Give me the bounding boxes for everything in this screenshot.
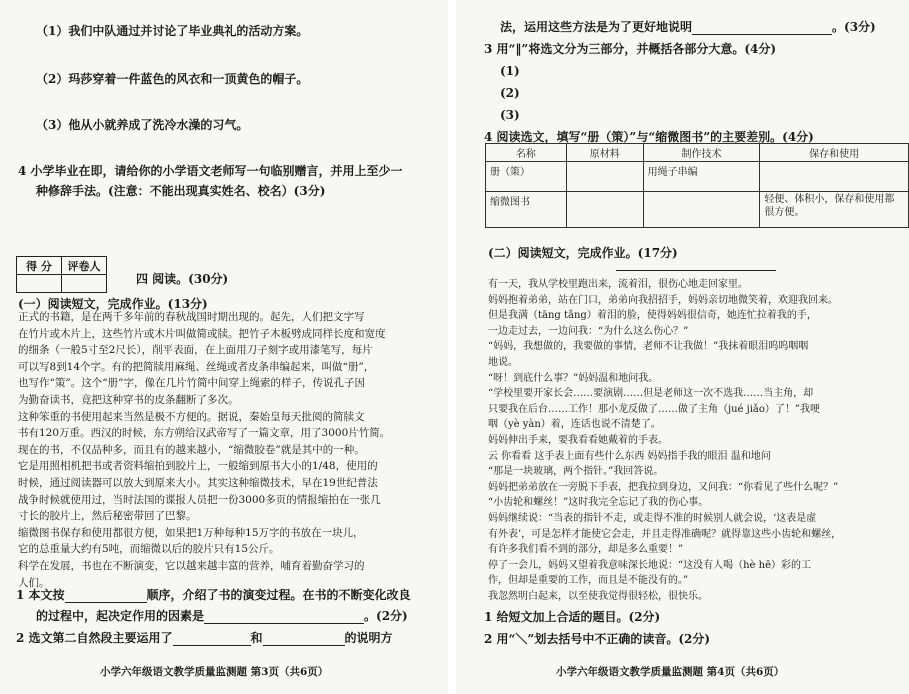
- story-line: 妈妈伸出手来，要我看看她戴着的手表。: [488, 434, 668, 446]
- passage-line: 为勤奋读书，竟把这种穿书的皮条翻断了多次。: [18, 393, 239, 406]
- table-header-usage: 保存和使用: [760, 144, 909, 162]
- passage-line: 现在的书，不仅品种多，而且有的越来越小，“缩微胶卷”就是其中的一种。: [18, 443, 365, 456]
- passage-line: 人们。: [18, 576, 50, 589]
- passage-line: 它是用照相机把书或者资料缩拍到胶片上，一般缩到原书大小的1/48，使用的: [18, 460, 378, 473]
- difference-table: [485, 143, 909, 228]
- passage-line: 的细条（一般5寸至2尺长），削平表面，在上面用刀子刻字或用漆笔写，每片: [18, 344, 373, 357]
- passage-line: 书有120万重。西汉的时候，东方朔给汉武帝写了一篇文章，用了3000片竹简。: [18, 427, 391, 440]
- story-line: 地说。: [488, 356, 518, 368]
- story-line: 妈妈继续说：“当表的指针不走，或走得不准的时候别人就会说，‘这表是虚: [488, 512, 817, 524]
- story-line: “小齿轮和螺丝！”这时我完全忘记了我的伤心事。: [488, 497, 709, 509]
- q2-label-b: 和: [250, 631, 263, 645]
- page-gutter: [448, 0, 456, 694]
- q3-line: 3 用“‖”将选文分为三部分，并概括各部分大意。(4分): [484, 42, 777, 56]
- story-line: 但是我满（tāng tǎng）着泪的脸，使得妈妈很信奇，她连忙拉着我的手，: [488, 310, 817, 322]
- left-footer: 小学六年级语文教学质量监测题 第3页（共6页）: [100, 666, 329, 678]
- q1-blank-order[interactable]: [65, 590, 147, 603]
- q1-line2: [36, 607, 408, 624]
- sentence-2: （2）玛莎穿着一件蓝色的风衣和一顶黄色的帽子。: [36, 72, 309, 86]
- q2-blank-method2[interactable]: [263, 633, 345, 646]
- passage-line: 在竹片或木片上，这些竹片或木片叫做简或牍。把竹子木板劈成同样长度和宽度: [18, 327, 386, 340]
- q2-label-a: 2 选文第二自然段主要运用了: [16, 631, 173, 645]
- sentence-1: （1）我们中队通过并讨论了毕业典礼的活动方案。: [36, 24, 309, 38]
- q1-score: 。(2分): [364, 609, 408, 623]
- q3-item-3[interactable]: (3): [500, 108, 520, 122]
- passage-line: 时候，通过阅读器可以放大到原来大小。其实这种缩微技术，早在19世纪普法: [18, 476, 378, 489]
- table-cell-micro-material[interactable]: [566, 192, 643, 228]
- story-line: “学校里要开家长会……要演剧……但是老师这一次不选我……当主角，却: [488, 388, 814, 400]
- table-cell-ce-usage[interactable]: [760, 162, 909, 192]
- table-header-technique: 制作技术: [643, 144, 760, 162]
- q3-item-2[interactable]: (2): [500, 86, 520, 100]
- passage-line: 寸长的胶片上，然后秘密带回了巴黎。: [18, 510, 197, 523]
- story-line: 云 你看看 这手表上面有些什么东西 妈妈指手我的眼泪 温和地问: [488, 450, 771, 462]
- passage-line: 缩微图书保存和使用都很方便，如果把1万种每种15万字的书放在一块儿，: [18, 526, 364, 539]
- story-line: 一边走过去，一边问我：“为什么这么伤心？”: [488, 325, 689, 337]
- q2-continued: [500, 18, 876, 35]
- q1-label-c: 的过程中，起决定作用的因素是: [36, 609, 205, 623]
- q1-label-b: 顺序，介绍了书的演变过程。在书的不断变化改良: [146, 588, 411, 602]
- story-line: “那是一块玻璃，两个指针。”我回答说。: [488, 466, 664, 478]
- q2-label-c: 的说明方: [344, 631, 393, 645]
- q4-line2: 种修辞手法。(注意：不能出现真实姓名、校名）(3分): [36, 184, 326, 198]
- q1-line1: [16, 586, 411, 603]
- q2-pronunciation-question: 2 用“＼”划去括号中不正确的读音。(2分): [484, 632, 711, 646]
- grader-cell: [62, 275, 107, 293]
- grader-header: 评卷人: [62, 257, 107, 275]
- story-line: 有一天，我从学校里跑出来，流着泪，很伤心地走回家里。: [488, 279, 748, 290]
- q1-label-a: 1 本文按: [16, 588, 65, 602]
- section-title: 四 阅读。(30分): [136, 272, 229, 286]
- passage-line: 这种笨重的书使用起来当然是极不方便的。据说，秦始皇每天批阅的简牍文: [18, 410, 365, 423]
- part1-title: (一）阅读短文，完成作业。(13分): [18, 297, 208, 311]
- grader-box: [16, 256, 107, 293]
- score-header: 得 分: [17, 257, 62, 275]
- q2-blank-method1[interactable]: [173, 633, 251, 646]
- q1-blank-factor[interactable]: [204, 611, 364, 624]
- passage-line: 战争时候就使用过，当时法国的谍报人员把一份3000多页的情报缩拍在一张几: [18, 493, 381, 506]
- q4-line1: 4 小学毕业在即，请给你的小学语文老师写一句临别赠言，并用上至少一: [18, 164, 403, 178]
- table-cell-ce-material[interactable]: [566, 162, 643, 192]
- table-cell-micro-technique[interactable]: [643, 192, 760, 228]
- right-footer: 小学六年级语文教学质量监测题 第4页（共6页）: [556, 666, 785, 678]
- story-line: 妈妈把弟弟放在一旁脱下手表，把我拉到身边，又问我：“你看见了些什么呢？”: [488, 481, 839, 493]
- left-page: [0, 0, 448, 694]
- passage-line: 它的总重量大约有5吨，而缩微以后的胶片只有15公斤。: [18, 543, 280, 556]
- story-line: “妈妈，我想做的，我要做的事情，老师不让我做！”我抹着眼泪呜呜咽咽: [488, 341, 809, 353]
- passage-line: 正式的书籍，是在两千多年前的春秋战国时期出现的。起先，人们把文字写: [18, 311, 365, 323]
- sentence-3: （3）他从小就养成了洗冷水澡的习气。: [36, 118, 249, 132]
- table-header-name: 名称: [486, 144, 567, 162]
- title-blank[interactable]: [616, 258, 776, 271]
- story-line: 停了一会儿，妈妈又望着我意味深长地说：“这没有人喝（hè hē）彩的工: [488, 559, 812, 571]
- story-line: 咽（yè yàn）着，连话也说不清楚了。: [488, 419, 661, 431]
- story-line: 有许多我们看不到的部分，却是多么重要！”: [488, 544, 684, 556]
- table-cell-ce-name: 册（策）: [486, 162, 567, 192]
- table-header-material: 原材料: [566, 144, 643, 162]
- q2-blank-purpose[interactable]: [692, 22, 832, 35]
- q4-line: 4 阅读选文，填写“册（策）”与“缩微图书”的主要差别。(4分): [484, 130, 814, 144]
- story-line: 妈妈抱着弟弟，站在门口，弟弟向我招招手，妈妈亲切地微笑着，欢迎我回来。: [488, 294, 838, 306]
- q2-cont-text: 法，运用这些方法是为了更好地说明: [500, 20, 693, 34]
- table-cell-micro-usage: 轻便、体积小，保存和使用都很方便。: [760, 192, 909, 228]
- passage-line: 可以写8到14个字。有的把简牍用麻绳、丝绳或者皮条串编起来，叫做“册”，: [18, 360, 375, 373]
- story-passage: [488, 277, 841, 604]
- q2-cont-score: 。(3分): [832, 20, 876, 34]
- reading-passage: [18, 309, 390, 591]
- score-cell: [17, 275, 62, 293]
- q1-title-question: 1 给短文加上合适的题目。(2分): [484, 610, 661, 624]
- passage-line: 也写作“策”。这个“册”字，像在几片竹简中间穿上绳索的样子，传说孔子因: [18, 377, 365, 390]
- part2-title: (二）阅读短文，完成作业。(17分): [488, 246, 678, 260]
- story-line: 我忽然明白起来，以至使我觉得很轻松，很快乐。: [488, 590, 708, 602]
- q2-line: [16, 629, 393, 646]
- story-line: 作，但却是重要的工作，而且是不能没有的。”: [488, 575, 689, 587]
- story-line: 只要我在后台……工作！那小龙反做了……做了主角（jué jiǎo）了！”我哽: [488, 403, 821, 415]
- story-line: 有外表’，可是怎样才能使它会走，并且走得准确呢？就得靠这些小齿轮和螺丝，: [488, 528, 842, 540]
- table-cell-micro-name: 缩微图书: [486, 192, 567, 228]
- story-line: “呀！到底什么事？”妈妈温和地问我。: [488, 372, 659, 384]
- q3-item-1[interactable]: (1): [500, 64, 520, 78]
- table-cell-ce-technique: 用绳子串编: [643, 162, 760, 192]
- passage-line: 科学在发展，书也在不断演变，它以越来越丰富的营养，哺育着勤奋学习的: [18, 559, 365, 572]
